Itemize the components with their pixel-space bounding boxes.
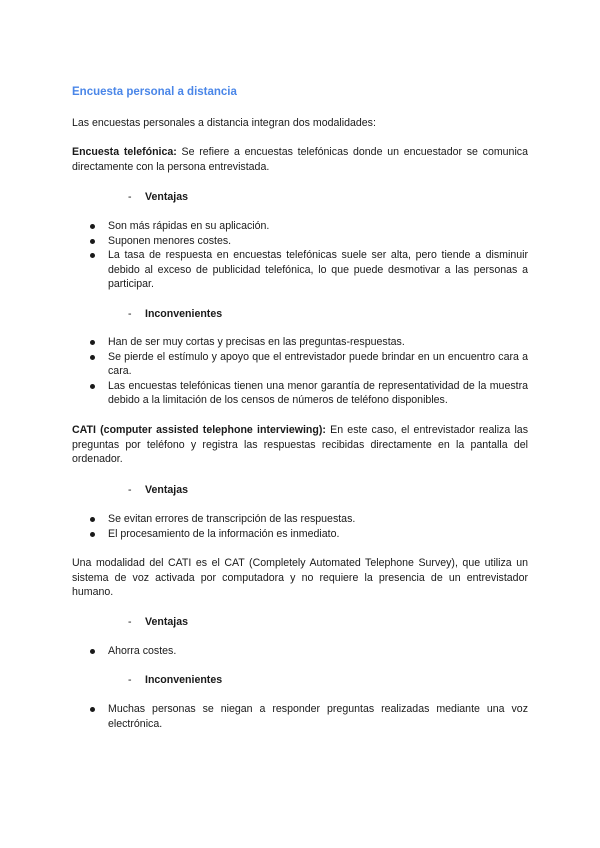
telefonica-ventajas-list (72, 219, 528, 292)
bullet-icon (90, 517, 95, 522)
heading-label: Inconvenientes (145, 674, 223, 686)
list-item: Son más rápidas en su aplicación. (72, 219, 528, 234)
list-item: Se evitan errores de transcripción de las respuestas. (72, 512, 528, 527)
cat-paragraph: Una modalidad del CATI es el CAT (Completely Automated Telephone Survey), que utiliza un sistema de voz activada por computadora y no requiere la presencia de un entrevistador humano. (72, 557, 528, 598)
cati-ventajas-list (72, 512, 528, 541)
bullet-icon (90, 239, 95, 244)
heading-dash: - (128, 191, 132, 203)
bullet-icon (90, 707, 95, 712)
telefonica-text: Se refiere a encuestas telefónicas donde un encuestador se comunica directamente con la persona entrevistada. (72, 146, 528, 173)
telefonica-paragraph (72, 145, 528, 174)
bullet-icon (90, 253, 95, 258)
list-item: Muchas personas se niegan a responder preguntas realizadas mediante una voz electrónica. (72, 702, 528, 731)
heading-dash: - (128, 308, 132, 320)
heading-dash: - (128, 484, 132, 496)
heading-label: Inconvenientes (145, 308, 223, 320)
bullet-icon (90, 649, 95, 654)
cati-paragraph (72, 423, 528, 467)
telefonica-inconvenientes-heading (128, 307, 222, 321)
bullet-icon (90, 340, 95, 345)
list-item: Suponen menores costes. (72, 234, 528, 249)
bullet-icon (90, 384, 95, 389)
list-item: La tasa de respuesta en encuestas telefónicas suele ser alta, pero tiende a disminuir debido al exceso de publicidad telefónica, lo que puede desmotivar a las personas a participar. (72, 248, 528, 292)
bullet-icon (90, 532, 95, 537)
intro-paragraph: Las encuestas personales a distancia integran dos modalidades: (72, 117, 376, 129)
list-item: Han de ser muy cortas y precisas en las preguntas-respuestas. (72, 335, 528, 350)
telefonica-label: Encuesta telefónica: (72, 146, 177, 158)
heading-dash: - (128, 674, 132, 686)
telefonica-inconvenientes-list (72, 335, 528, 408)
telefonica-ventajas-heading (128, 190, 188, 204)
cati-text: En este caso, el entrevistador realiza las preguntas por teléfono y registra las respuestas recibidas directamente en la pantalla del ordenador. (72, 424, 528, 465)
bullet-icon (90, 355, 95, 360)
cati-ventajas-heading (128, 483, 188, 497)
list-item: El procesamiento de la información es inmediato. (72, 527, 528, 542)
heading-label: Ventajas (145, 616, 188, 628)
list-item: Se pierde el estímulo y apoyo que el entrevistador puede brindar en un encuentro cara a cara. (72, 350, 528, 379)
heading-label: Ventajas (145, 191, 188, 203)
section-title: Encuesta personal a distancia (72, 86, 237, 98)
bullet-icon (90, 224, 95, 229)
heading-label: Ventajas (145, 484, 188, 496)
cati-label: CATI (computer assisted telephone interviewing): (72, 424, 326, 436)
cat-ventajas-heading (128, 615, 188, 629)
cat-inconvenientes-heading (128, 673, 222, 687)
list-item: Ahorra costes. (72, 644, 528, 659)
cat-inconvenientes-list (72, 702, 528, 731)
list-item: Las encuestas telefónicas tienen una menor garantía de representatividad de la muestra debido a la limitación de los censos de números de teléfono disponibles. (72, 379, 528, 408)
cat-ventajas-list (72, 644, 528, 659)
heading-dash: - (128, 616, 132, 628)
